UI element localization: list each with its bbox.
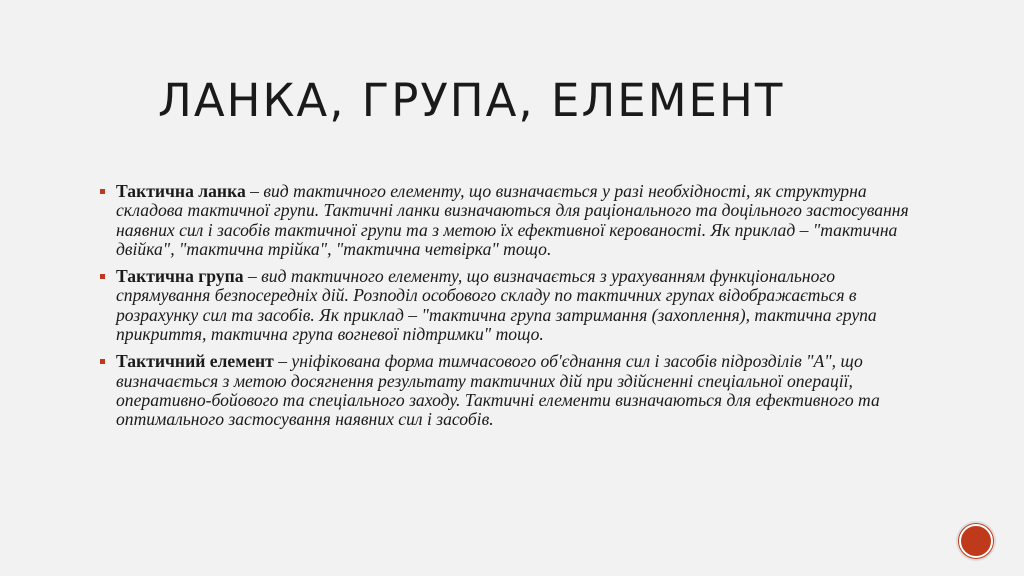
term-label: Тактичний елемент — [116, 351, 274, 372]
list-item — [100, 267, 920, 344]
term-label: Тактична група — [116, 266, 244, 287]
bullet-square-icon — [100, 359, 105, 364]
term-definition: – вид тактичного елементу, що визначається з урахуванням функціонального спрямування безпосередніх дій. Розподіл особового складу по тактичних групах відображається в розрахунку сил та засобів. Як приклад – "тактична група затримання (захоплення), тактична група прикриття, тактична група вогневої підтримки" тощо. — [116, 266, 877, 345]
decorative-circle-icon — [956, 521, 996, 561]
decorative-circle-inner — [959, 524, 993, 558]
list-item — [100, 352, 920, 429]
list-item — [100, 182, 920, 259]
term-definition: – уніфікована форма тимчасового об'єднання сил і засобів підрозділів "А", що визначається з метою досягнення результату тактичних дій при здійсненні спеціальної операції, оперативно-бойового та спеціального заходу. Тактичні елементи визначаються для ефективного та оптимального застосування наявних сил і засобів. — [116, 351, 880, 430]
bullet-square-icon — [100, 189, 105, 194]
bullet-square-icon — [100, 274, 105, 279]
term-label: Тактична ланка — [116, 181, 246, 201]
slide-title: ЛАНКА, ГРУПА, ЕЛЕМЕНТ — [158, 74, 785, 127]
bullet-list — [100, 182, 920, 438]
term-definition: – вид тактичного елементу, що визначається у разі необхідності, як структурна складова тактичної групи. Тактичні ланки визначаються для раціонального та доцільного застосування наявних сил і засобів тактичної групи та з метою їх ефективної керованості. Як приклад – "тактична двійка", "тактична трійка", "тактична четвірка" тощо. — [116, 181, 909, 259]
